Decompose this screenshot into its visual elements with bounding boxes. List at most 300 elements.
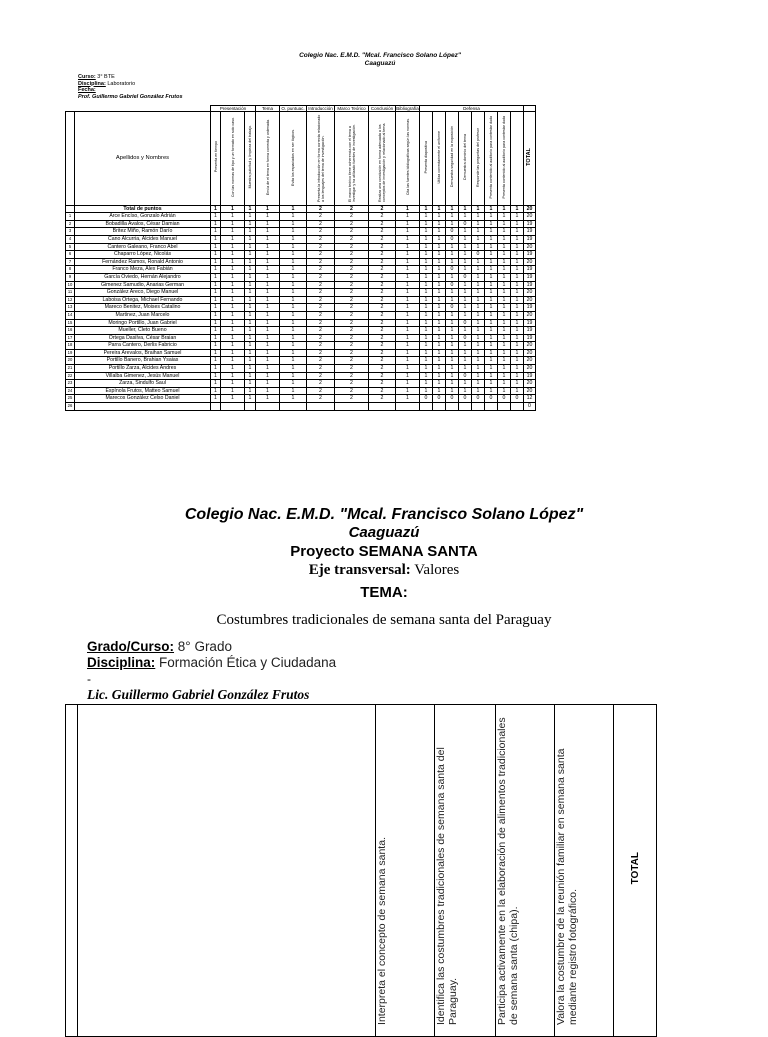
row-number: 26 (66, 403, 75, 411)
row-total: 20 (524, 213, 536, 221)
rubric-criterion-3: Participa activamente en la elaboración de alimentos tradicionales de semana santa (chipa). (496, 705, 555, 1037)
score-cell: 1 (511, 281, 524, 289)
criteria-header-row (66, 112, 536, 206)
row-total: 20 (524, 365, 536, 373)
score-cell: 1 (472, 258, 485, 266)
score-cell: 1 (485, 334, 498, 342)
score-cell: 1 (256, 304, 280, 312)
student-name: Portillo Banero, Brahian Ysaias (75, 357, 211, 365)
score-cell: 1 (459, 327, 472, 335)
score-cell: 2 (335, 266, 369, 274)
score-cell: 2 (335, 387, 369, 395)
score-cell: 1 (256, 251, 280, 259)
score-cell: 1 (446, 251, 459, 259)
criterion-header-1: Presenta en tiempo (211, 112, 221, 206)
score-cell: 1 (472, 273, 485, 281)
score-cell: 1 (498, 304, 511, 312)
score-cell: 1 (498, 387, 511, 395)
score-cell: 2 (307, 357, 335, 365)
student-name: Ortega Dasilva, César Braian (75, 334, 211, 342)
score-cell: 1 (446, 311, 459, 319)
score-cell: 1 (472, 380, 485, 388)
table-row (66, 228, 536, 236)
score-cell: 1 (280, 395, 307, 403)
score-cell: 1 (245, 365, 256, 373)
score-cell: 1 (498, 213, 511, 221)
score-cell: 1 (256, 228, 280, 236)
score-cell: 1 (211, 205, 221, 213)
row-total: 19 (524, 273, 536, 281)
group-marco-teorico: Marco Teórico (335, 106, 369, 112)
score-cell: 1 (459, 357, 472, 365)
score-cell: 1 (472, 296, 485, 304)
score-cell: 2 (307, 205, 335, 213)
score-cell (459, 403, 472, 411)
table-row (66, 273, 536, 281)
score-cell: 1 (446, 357, 459, 365)
score-cell: 1 (511, 380, 524, 388)
score-cell: 1 (245, 357, 256, 365)
score-cell: 0 (459, 372, 472, 380)
score-cell: 1 (245, 273, 256, 281)
score-cell: 1 (485, 205, 498, 213)
score-cell: 1 (511, 342, 524, 350)
disciplina-label-2: Disciplina: (87, 655, 156, 670)
score-cell: 1 (221, 327, 245, 335)
score-cell (221, 403, 245, 411)
score-cell: 1 (433, 266, 446, 274)
score-cell: 1 (221, 281, 245, 289)
curso-label: Curso: (78, 74, 96, 80)
row-total: 19 (524, 327, 536, 335)
score-cell (245, 403, 256, 411)
score-cell: 1 (433, 258, 446, 266)
criterion-header-3: Muestra pulcritud y limpieza del trabajo. (245, 112, 256, 206)
score-cell: 2 (335, 334, 369, 342)
score-cell: 1 (256, 365, 280, 373)
score-cell: 1 (211, 380, 221, 388)
score-cell: 1 (211, 289, 221, 297)
score-cell: 2 (335, 289, 369, 297)
score-cell: 1 (211, 235, 221, 243)
student-name: González Areco, Diego Manuel (75, 289, 211, 297)
score-cell: 1 (459, 289, 472, 297)
score-cell: 2 (369, 235, 396, 243)
score-cell: 1 (256, 205, 280, 213)
table-row (66, 213, 536, 221)
score-cell: 1 (396, 235, 420, 243)
score-cell: 1 (433, 349, 446, 357)
score-cell: 1 (511, 251, 524, 259)
score-cell (396, 403, 420, 411)
score-cell: 1 (420, 327, 433, 335)
score-cell: 1 (396, 311, 420, 319)
score-cell: 1 (459, 213, 472, 221)
score-cell: 2 (307, 266, 335, 274)
score-cell: 1 (245, 395, 256, 403)
score-cell: 1 (511, 213, 524, 221)
score-cell: 1 (420, 205, 433, 213)
score-cell: 1 (396, 372, 420, 380)
professor-name: Prof. Guillermo Gabriel González Frutos (78, 93, 183, 100)
score-cell: 1 (221, 213, 245, 221)
score-cell: 1 (280, 251, 307, 259)
row-total: 19 (524, 281, 536, 289)
score-cell: 1 (245, 319, 256, 327)
score-cell: 1 (211, 357, 221, 365)
score-cell: 1 (511, 304, 524, 312)
score-cell: 1 (245, 289, 256, 297)
table-row (66, 205, 536, 213)
row-number: 3 (66, 228, 75, 236)
score-cell: 1 (221, 395, 245, 403)
score-cell: 1 (211, 311, 221, 319)
school-title-2: Colegio Nac. E.M.D. "Mcal. Francisco Solano López" (184, 506, 584, 523)
score-cell: 2 (307, 281, 335, 289)
score-cell: 1 (433, 289, 446, 297)
score-cell: 2 (369, 380, 396, 388)
score-cell: 1 (459, 387, 472, 395)
score-cell: 1 (221, 357, 245, 365)
criterion-header-8: Realiza una conclusión en forma adecuada a los conceptos de investigación y relacionado al tema. (369, 112, 396, 206)
grado-value: 8° Grado (177, 639, 232, 654)
score-cell: 1 (433, 281, 446, 289)
fecha-label: Fecha: (78, 87, 96, 93)
score-cell: 2 (369, 304, 396, 312)
table-row (66, 380, 536, 388)
tema-label: TEMA: (360, 584, 408, 601)
score-cell: 1 (245, 304, 256, 312)
score-cell: 1 (256, 380, 280, 388)
score-cell: 1 (211, 213, 221, 221)
score-cell (472, 403, 485, 411)
score-cell: 1 (256, 327, 280, 335)
student-name: Franco Meza, Alex Fabián (75, 266, 211, 274)
score-cell: 1 (485, 220, 498, 228)
row-total: 20 (524, 296, 536, 304)
score-cell: 1 (498, 334, 511, 342)
score-cell: 1 (211, 372, 221, 380)
score-cell: 1 (280, 220, 307, 228)
score-cell: 1 (211, 228, 221, 236)
score-cell: 1 (245, 327, 256, 335)
score-cell: 1 (485, 387, 498, 395)
group-opuntuac: O. puntuac. (281, 106, 305, 111)
score-cell: 1 (211, 387, 221, 395)
score-cell: 1 (433, 327, 446, 335)
row-total: 19 (524, 235, 536, 243)
disciplina-value: Laboratorio (107, 80, 136, 87)
student-name: Laboisa Ortega, Michael Fernando (75, 296, 211, 304)
score-cell: 0 (446, 235, 459, 243)
score-cell: 2 (335, 273, 369, 281)
grading-sheet-1 (60, 52, 700, 101)
project-sheet-2 (0, 505, 768, 702)
score-cell: 1 (433, 334, 446, 342)
score-cell: 1 (211, 395, 221, 403)
score-cell: 1 (472, 228, 485, 236)
table-row (66, 387, 536, 395)
score-cell: 1 (245, 205, 256, 213)
disciplina-label: Disciplina: (78, 80, 106, 87)
score-cell: 1 (511, 311, 524, 319)
table-row (66, 243, 536, 251)
score-cell: 1 (485, 228, 498, 236)
row-number: 8 (66, 266, 75, 274)
group-defensa: Defensa (420, 106, 524, 112)
score-cell: 1 (211, 319, 221, 327)
score-cell: 1 (446, 342, 459, 350)
score-cell: 2 (307, 296, 335, 304)
score-cell: 2 (335, 205, 369, 213)
score-cell: 1 (245, 380, 256, 388)
score-cell: 2 (307, 243, 335, 251)
score-cell: 1 (433, 365, 446, 373)
score-cell (335, 403, 369, 411)
score-cell: 1 (280, 289, 307, 297)
row-total: 20 (524, 380, 536, 388)
score-cell: 1 (498, 235, 511, 243)
score-cell: 1 (420, 266, 433, 274)
score-cell: 1 (459, 342, 472, 350)
score-cell: 1 (245, 266, 256, 274)
row-total: 19 (524, 266, 536, 274)
score-cell: 1 (459, 205, 472, 213)
score-cell: 1 (280, 304, 307, 312)
table-row (66, 220, 536, 228)
score-cell (511, 403, 524, 411)
total-column-header: TOTAL (524, 112, 536, 206)
score-cell: 1 (211, 342, 221, 350)
score-cell: 1 (245, 220, 256, 228)
score-cell: 0 (420, 395, 433, 403)
row-number: 16 (66, 327, 75, 335)
score-cell: 1 (221, 243, 245, 251)
score-cell: 1 (459, 228, 472, 236)
student-name: Portillo Zarza, Alcides Andres (75, 365, 211, 373)
score-cell: 1 (420, 273, 433, 281)
score-cell: 1 (420, 319, 433, 327)
eje-label: Eje transversal: (308, 562, 411, 578)
score-cell: 1 (446, 380, 459, 388)
criterion-header-12: Demuestra seguridad en la exposición (446, 112, 459, 206)
row-number: 4 (66, 235, 75, 243)
student-name: Bobadilla Avalos, César Damian (75, 220, 211, 228)
score-cell: 1 (221, 273, 245, 281)
score-cell: 0 (459, 319, 472, 327)
group-conclusion: Conclusión (369, 106, 396, 112)
score-cell: 0 (459, 395, 472, 403)
score-cell: 1 (485, 273, 498, 281)
score-cell: 1 (433, 387, 446, 395)
score-cell: 1 (472, 372, 485, 380)
score-cell: 1 (446, 258, 459, 266)
score-cell: 2 (369, 281, 396, 289)
score-cell: 1 (472, 281, 485, 289)
score-cell: 1 (280, 266, 307, 274)
score-cell: 1 (245, 372, 256, 380)
score-cell: 1 (396, 273, 420, 281)
table-row (66, 334, 536, 342)
score-cell: 1 (511, 349, 524, 357)
score-cell: 1 (396, 319, 420, 327)
score-cell: 1 (485, 251, 498, 259)
score-cell: 2 (307, 213, 335, 221)
score-cell: 1 (420, 228, 433, 236)
score-cell: 2 (307, 334, 335, 342)
score-cell: 1 (221, 220, 245, 228)
score-cell: 2 (335, 380, 369, 388)
student-name: García Oviedo, Hernán Alejandro (75, 273, 211, 281)
score-cell: 1 (498, 319, 511, 327)
score-cell: 1 (498, 281, 511, 289)
grado-line (87, 638, 232, 655)
rubric-total-header: TOTAL (614, 705, 657, 1037)
score-cell: 2 (307, 220, 335, 228)
score-cell: 1 (245, 213, 256, 221)
score-cell: 1 (433, 273, 446, 281)
score-cell: 1 (511, 205, 524, 213)
table-row (66, 258, 536, 266)
row-total: 19 (524, 334, 536, 342)
score-cell: 1 (211, 281, 221, 289)
score-cell: 1 (511, 296, 524, 304)
score-cell: 2 (335, 311, 369, 319)
table-row (66, 327, 536, 335)
score-cell: 1 (511, 334, 524, 342)
score-cell: 1 (433, 319, 446, 327)
score-cell: 1 (511, 258, 524, 266)
score-cell: 2 (369, 334, 396, 342)
score-cell: 1 (396, 357, 420, 365)
score-cell: 2 (307, 372, 335, 380)
score-cell: 0 (472, 395, 485, 403)
score-cell: 1 (256, 235, 280, 243)
score-cell: 2 (369, 311, 396, 319)
score-cell: 1 (472, 213, 485, 221)
score-cell: 1 (511, 387, 524, 395)
row-total: 19 (524, 372, 536, 380)
score-cell: 1 (396, 251, 420, 259)
score-cell: 1 (280, 213, 307, 221)
student-name: Espínola Frutos, Matteo Samuel (75, 387, 211, 395)
score-cell: 1 (256, 243, 280, 251)
row-number: 20 (66, 357, 75, 365)
score-cell: 1 (433, 251, 446, 259)
score-cell: 1 (396, 334, 420, 342)
score-cell: 1 (485, 319, 498, 327)
row-number: 2 (66, 220, 75, 228)
score-cell: 1 (211, 243, 221, 251)
score-cell: 1 (280, 349, 307, 357)
score-cell: 1 (485, 365, 498, 373)
score-cell: 1 (472, 289, 485, 297)
score-cell: 2 (335, 281, 369, 289)
score-cell: 1 (472, 220, 485, 228)
score-cell: 1 (280, 296, 307, 304)
score-cell: 1 (396, 205, 420, 213)
table-row (66, 365, 536, 373)
score-cell: 1 (211, 258, 221, 266)
score-cell (256, 403, 280, 411)
row-total: 19 (524, 304, 536, 312)
score-cell: 1 (498, 342, 511, 350)
score-cell: 1 (396, 342, 420, 350)
student-name: Zarza, Sindulfo Saul (75, 380, 211, 388)
score-cell: 1 (280, 311, 307, 319)
score-cell: 2 (335, 304, 369, 312)
score-cell: 1 (446, 243, 459, 251)
student-name: Marecos González Celso Daniel (75, 395, 211, 403)
rubric-criterion-4: Valora la costumbre de la reunión familiar en semana santa mediante registro fotográfico. (555, 705, 614, 1037)
score-cell: 1 (221, 365, 245, 373)
score-cell: 0 (433, 395, 446, 403)
score-cell: 1 (256, 342, 280, 350)
score-cell: 0 (511, 395, 524, 403)
score-cell: 1 (459, 235, 472, 243)
score-cell: 1 (446, 372, 459, 380)
row-number: 10 (66, 281, 75, 289)
score-cell: 0 (498, 395, 511, 403)
score-cell: 1 (511, 319, 524, 327)
score-cell: 1 (420, 342, 433, 350)
score-cell: 2 (307, 289, 335, 297)
row-number: 13 (66, 304, 75, 312)
row-total: 20 (524, 205, 536, 213)
row-total: 20 (524, 357, 536, 365)
score-cell: 2 (369, 319, 396, 327)
row-number: 25 (66, 395, 75, 403)
criterion-header-7: El marco teórico tiene coherencia con el tema a investigar y ha utilizado fuentes de investigación. (335, 112, 369, 206)
score-cell: 1 (498, 365, 511, 373)
table-row (66, 342, 536, 350)
score-cell: 2 (307, 273, 335, 281)
score-cell: 1 (511, 365, 524, 373)
score-cell: 1 (245, 349, 256, 357)
score-cell: 1 (446, 205, 459, 213)
row-total: 19 (524, 319, 536, 327)
criterion-header-14: Responde las preguntas del profesor (472, 112, 485, 206)
score-cell: 2 (335, 220, 369, 228)
row-total: 20 (524, 258, 536, 266)
score-cell: 1 (221, 387, 245, 395)
score-cell (485, 403, 498, 411)
score-cell: 2 (369, 213, 396, 221)
score-cell: 1 (221, 205, 245, 213)
score-cell: 1 (256, 349, 280, 357)
score-cell: 1 (420, 213, 433, 221)
row-number: 9 (66, 273, 75, 281)
criterion-header-13: Demuestra dominio del tema (459, 112, 472, 206)
score-cell: 1 (396, 349, 420, 357)
score-cell: 1 (485, 327, 498, 335)
score-cell: 1 (280, 281, 307, 289)
score-cell: 2 (369, 266, 396, 274)
score-cell: 1 (245, 334, 256, 342)
score-cell: 1 (511, 220, 524, 228)
score-cell: 1 (221, 258, 245, 266)
project-title: Proyecto SEMANA SANTA (290, 543, 478, 560)
score-cell: 0 (485, 395, 498, 403)
score-cell: 2 (369, 296, 396, 304)
score-cell: 1 (446, 387, 459, 395)
table-row (66, 235, 536, 243)
score-cell: 1 (472, 304, 485, 312)
professor-name-2: Lic. Guillermo Gabriel González Frutos (87, 687, 310, 702)
score-cell: 1 (433, 205, 446, 213)
row-total: 12 (524, 395, 536, 403)
score-cell: 1 (396, 281, 420, 289)
